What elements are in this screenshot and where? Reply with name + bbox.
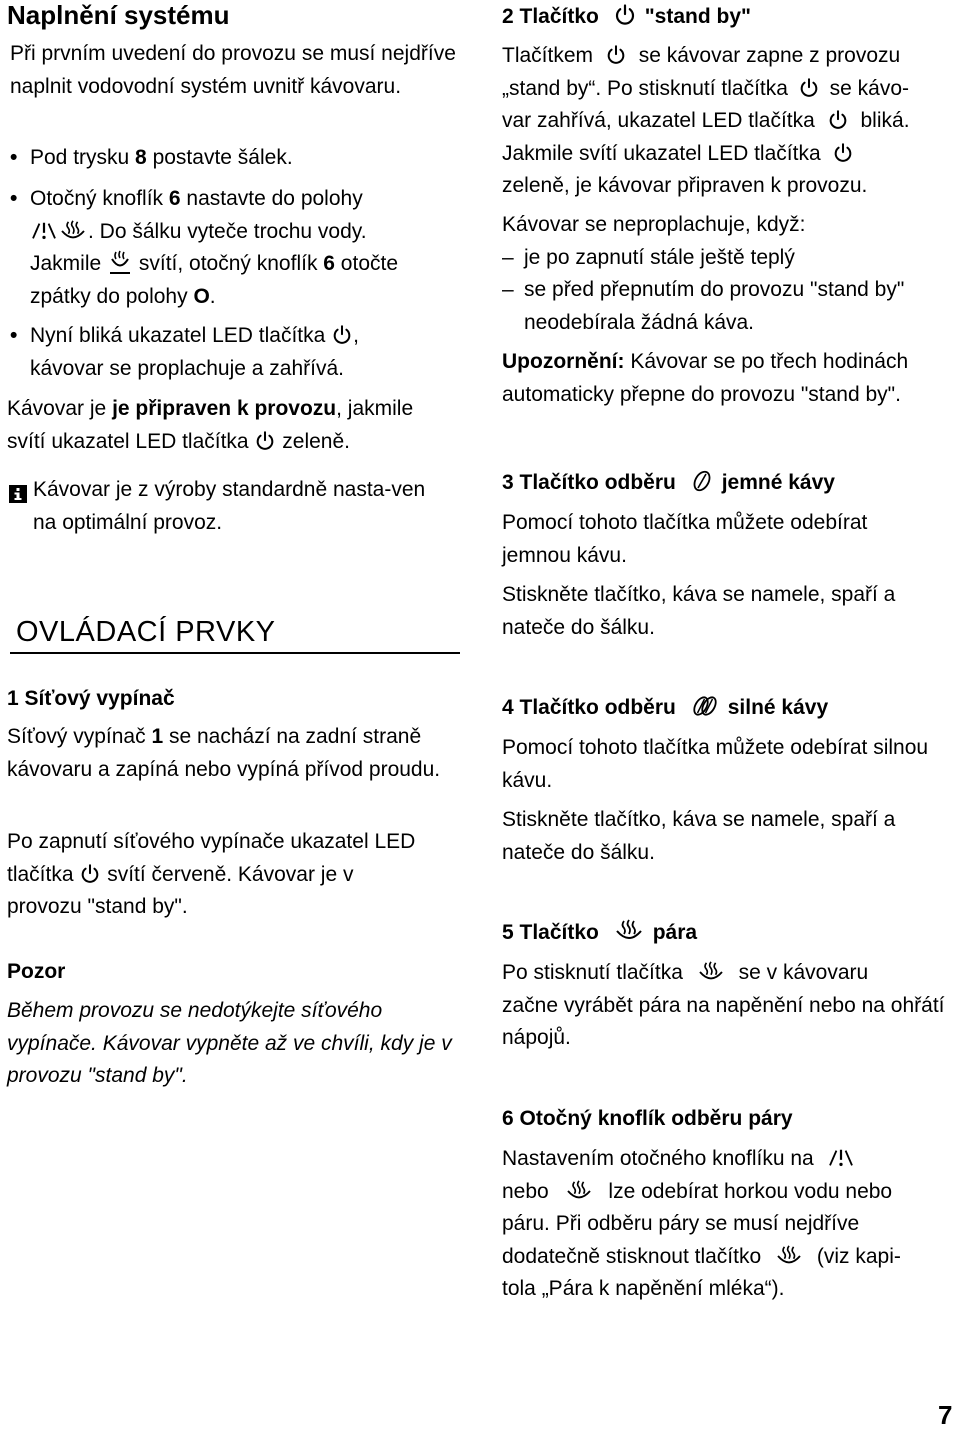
strong-coffee-icon bbox=[690, 694, 720, 718]
warning-text: Během provozu se nedotýkejte síťového vypínače. Kávovar vypněte až ve chvíli, kdy je v provozu "stand by". bbox=[7, 999, 452, 1087]
list-item: • Otočný knoflík 6 nastavte do polohy . Do šálku vyteče trochu vody. Jakmile svítí, otočný knoflík 6 otočte zpátky do polohy O. bbox=[10, 183, 460, 313]
steam-icon bbox=[563, 1180, 595, 1202]
auto-standby-note: Upozornění: Kávovar se po třech hodinách automaticky přepne do provozu "stand by". bbox=[502, 350, 909, 406]
hot-water-icon bbox=[107, 250, 133, 274]
subsection-title: 4 Tlačítko odběru silné kávy bbox=[502, 696, 829, 719]
power-icon bbox=[798, 77, 820, 99]
power-icon bbox=[79, 863, 101, 885]
mild-coffee-icon bbox=[690, 469, 714, 493]
bullet-dot: • bbox=[10, 187, 18, 210]
section-heading-filling: Naplnění systému bbox=[7, 0, 230, 30]
strong-coffee-paragraph: Pomocí tohoto tlačítka můžete odebírat silnou kávu. bbox=[502, 736, 929, 792]
ready-paragraph: Kávovar je je připraven k provozu, jakmile svítí ukazatel LED tlačítka zeleně. bbox=[7, 397, 414, 453]
mains-switch-paragraph: Síťový vypínač 1 se nachází na zadní straně kávovaru a zapíná nebo vypíná přívod proudu. bbox=[7, 725, 441, 781]
power-icon bbox=[613, 3, 637, 27]
steam-icon bbox=[613, 919, 645, 943]
info-icon bbox=[9, 474, 33, 539]
subsection-title: 1 Síťový vypínač bbox=[7, 687, 175, 710]
controls-title: OVLÁDACÍ PRVKY bbox=[16, 616, 276, 648]
subsection-title: 5 Tlačítko pára bbox=[502, 921, 698, 944]
page-number: 7 bbox=[938, 1400, 953, 1430]
power-icon bbox=[254, 430, 276, 452]
steam-icon bbox=[773, 1245, 805, 1267]
subsection-title: 3 Tlačítko odběru jemné kávy bbox=[502, 471, 835, 494]
no-flush-paragraph: Kávovar se neproplachuje, když: – je po zapnutí stále ještě teplý – se před přepnutím do provozu "stand by" neodebírala žádná káva. bbox=[502, 209, 957, 339]
list-item: – je po zapnutí stále ještě teplý bbox=[502, 245, 795, 269]
water-warning-icon bbox=[826, 1147, 856, 1169]
bullet-dot: • bbox=[10, 324, 18, 347]
list-item: • Nyní bliká ukazatel LED tlačítka , kávovar se proplachuje a zahřívá. bbox=[10, 320, 460, 385]
power-icon bbox=[827, 109, 849, 131]
subsection-title: 6 Otočný knoflík odběru páry bbox=[502, 1107, 793, 1130]
mild-coffee-paragraph: Pomocí tohoto tlačítka můžete odebírat jemnou kávu. bbox=[502, 511, 868, 567]
steam-icon bbox=[58, 220, 88, 242]
intro-paragraph: Při prvním uvedení do provozu se musí nejdříve naplnit vodovodní systém uvnitř kávovaru. bbox=[10, 42, 456, 98]
steam-knob-paragraph: Nastavením otočného knoflíku na nebo lze odebírat horkou vodu nebo páru. Při odběru páry se musí nejdříve dodatečně stisknout tlačítko (viz kapi- tola „Pára k napěnění mléka“). bbox=[502, 1147, 901, 1300]
power-icon bbox=[331, 324, 353, 346]
standby-paragraph: Tlačítkem se kávovar zapne z provozu „stand by“. Po stisknutí tlačítka se kávo- var zahřívá, ukazatel LED tlačítka bliká. Jakmile svítí ukazatel LED tlačítka zeleně, je kávovar připraven k provozu. bbox=[502, 44, 910, 197]
mains-switch-led-paragraph: Po zapnutí síťového vypínače ukazatel LED tlačítka svítí červeně. Kávovar je v provozu "stand by". bbox=[7, 830, 416, 918]
divider bbox=[10, 652, 460, 654]
steam-icon bbox=[695, 961, 727, 983]
power-icon bbox=[832, 142, 854, 164]
warning-title: Pozor bbox=[7, 960, 66, 983]
bullet-dot: • bbox=[10, 146, 18, 169]
info-note: Kávovar je z výroby standardně nasta-ven na optimální provoz. bbox=[9, 474, 459, 539]
steam-paragraph: Po stisknutí tlačítka se v kávovaru začne vyrábět pára na napěnění nebo na ohřátí nápojů. bbox=[502, 961, 945, 1049]
subsection-title: 2 Tlačítko "stand by" bbox=[502, 5, 751, 28]
list-item: • Pod trysku 8 postavte šálek. bbox=[10, 142, 460, 175]
mild-coffee-paragraph-2: Stiskněte tlačítko, káva se namele, spaří a nateče do šálku. bbox=[502, 583, 896, 639]
water-warning-icon bbox=[30, 220, 58, 242]
strong-coffee-paragraph-2: Stiskněte tlačítko, káva se namele, spaří a nateče do šálku. bbox=[502, 808, 896, 864]
list-item: – se před přepnutím do provozu "stand by" neodebírala žádná káva. bbox=[502, 278, 905, 334]
power-icon bbox=[605, 44, 627, 66]
